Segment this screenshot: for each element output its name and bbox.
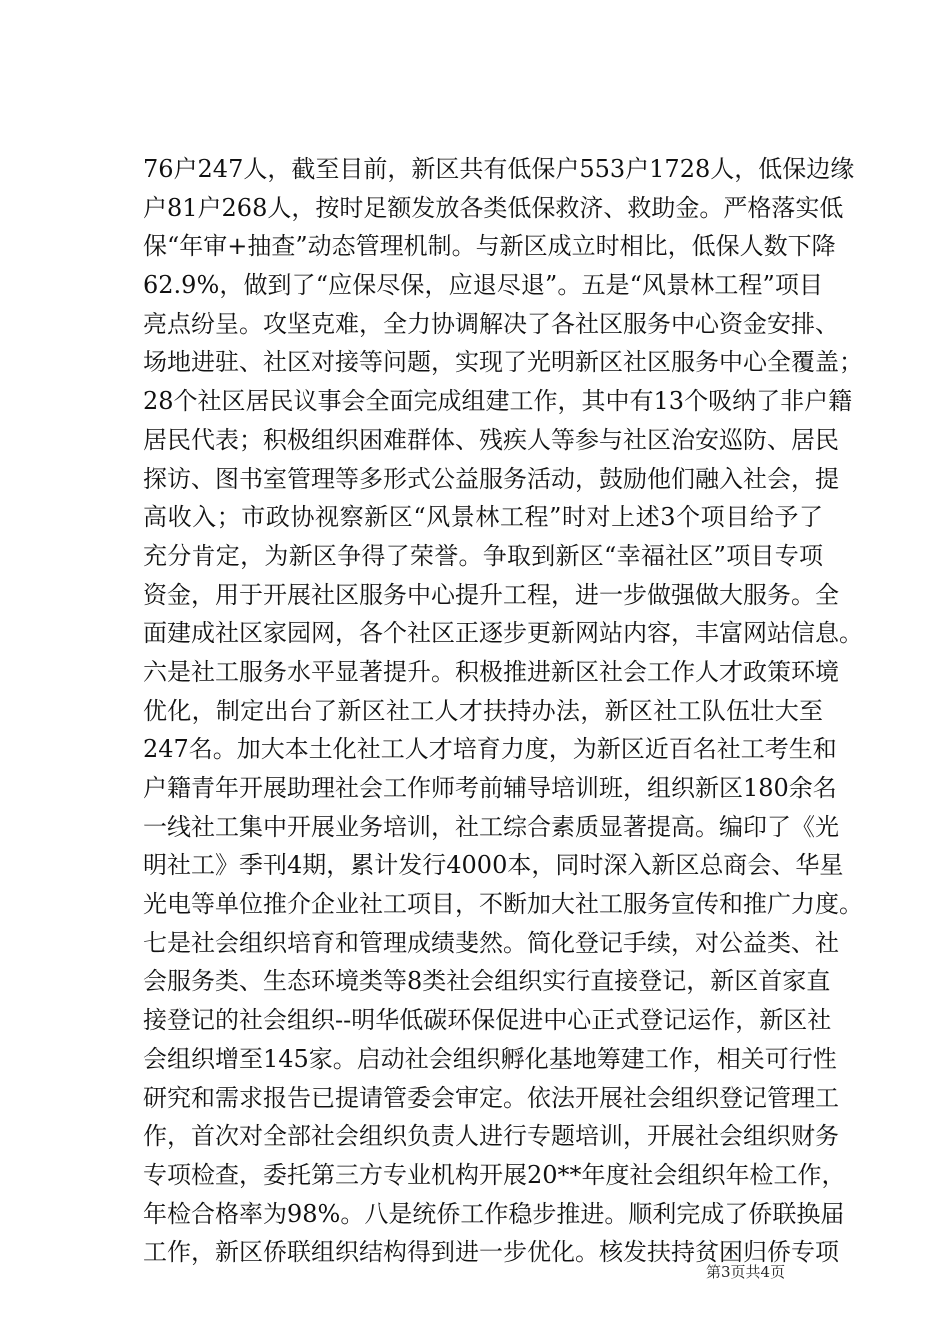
text-line: 居民代表；积极组织困难群体、残疾人等参与社区治安巡防、居民 — [143, 425, 839, 454]
text-line: 面建成社区家园网，各个社区正逐步更新网站内容，丰富网站信息。 — [143, 619, 863, 648]
text-line: 保“年审+抽查”动态管理机制。与新区成立时相比，低保人数下降 — [143, 232, 836, 261]
text-line: 优化，制定出台了新区社工人才扶持办法，新区社工队伍壮大至 — [143, 696, 823, 725]
text-line: 探访、图书室管理等多形式公益服务活动，鼓励他们融入社会，提 — [143, 464, 839, 493]
page-footer: 第3页共4页 — [706, 1263, 786, 1281]
text-line: 62.9%，做到了“应保尽保，应退尽退”。五是“风景林工程”项目 — [143, 271, 823, 300]
text-line: 76户247人，截至目前，新区共有低保户553户1728人，低保边缘 — [143, 155, 855, 183]
text-line: 会组织增至145家。启动社会组织孵化基地筹建工作，相关可行性 — [143, 1044, 837, 1073]
text-line: 作，首次对全部社会组织负责人进行专题培训，开展社会组织财务 — [143, 1122, 839, 1151]
text-line: 接登记的社会组织--明华低碳环保促进中心正式登记运作，新区社 — [143, 1006, 832, 1035]
text-line: 会服务类、生态环境类等8类社会组织实行直接登记，新区首家直 — [143, 967, 831, 996]
body-text — [143, 150, 863, 1272]
text-line: 247名。加大本土化社工人才培育力度，为新区近百名社工考生和 — [143, 735, 837, 764]
text-line: 高收入；市政协视察新区“风景林工程”时对上述3个项目给予了 — [143, 503, 823, 532]
text-line: 场地进驻、社区对接等问题，实现了光明新区社区服务中心全覆盖； — [143, 348, 863, 377]
text-line: 工作，新区侨联组织结构得到进一步优化。核发扶持贫困归侨专项 — [143, 1238, 839, 1267]
text-line: 资金，用于开展社区服务中心提升工程，进一步做强做大服务。全 — [143, 580, 839, 609]
text-line: 六是社工服务水平显著提升。积极推进新区社会工作人才政策环境 — [143, 657, 839, 686]
text-line: 光电等单位推介企业社工项目，不断加大社工服务宣传和推广力度。 — [143, 890, 863, 919]
text-line: 充分肯定，为新区争得了荣誉。争取到新区“幸福社区”项目专项 — [143, 541, 823, 570]
text-line: 七是社会组织培育和管理成绩斐然。简化登记手续，对公益类、社 — [143, 928, 839, 957]
text-line: 年检合格率为98%。八是统侨工作稳步推进。顺利完成了侨联换届 — [143, 1199, 845, 1228]
text-line: 明社工》季刊4期，累计发行4000本，同时深入新区总商会、华星 — [143, 851, 844, 880]
text-line: 专项检查，委托第三方专业机构开展20**年度社会组织年检工作， — [143, 1160, 846, 1189]
text-line: 户81户268人，按时足额发放各类低保救济、救助金。严格落实低 — [143, 193, 844, 222]
text-line: 一线社工集中开展业务培训，社工综合素质显著提高。编印了《光 — [143, 812, 839, 841]
text-line: 户籍青年开展助理社会工作师考前辅导培训班，组织新区180余名 — [143, 774, 837, 802]
text-line: 亮点纷呈。攻坚克难，全力协调解决了各社区服务中心资金安排、 — [143, 309, 839, 338]
text-line: 28个社区居民议事会全面完成组建工作，其中有13个吸纳了非户籍 — [143, 387, 853, 416]
text-line: 研究和需求报告已提请管委会审定。依法开展社会组织登记管理工 — [143, 1083, 839, 1112]
